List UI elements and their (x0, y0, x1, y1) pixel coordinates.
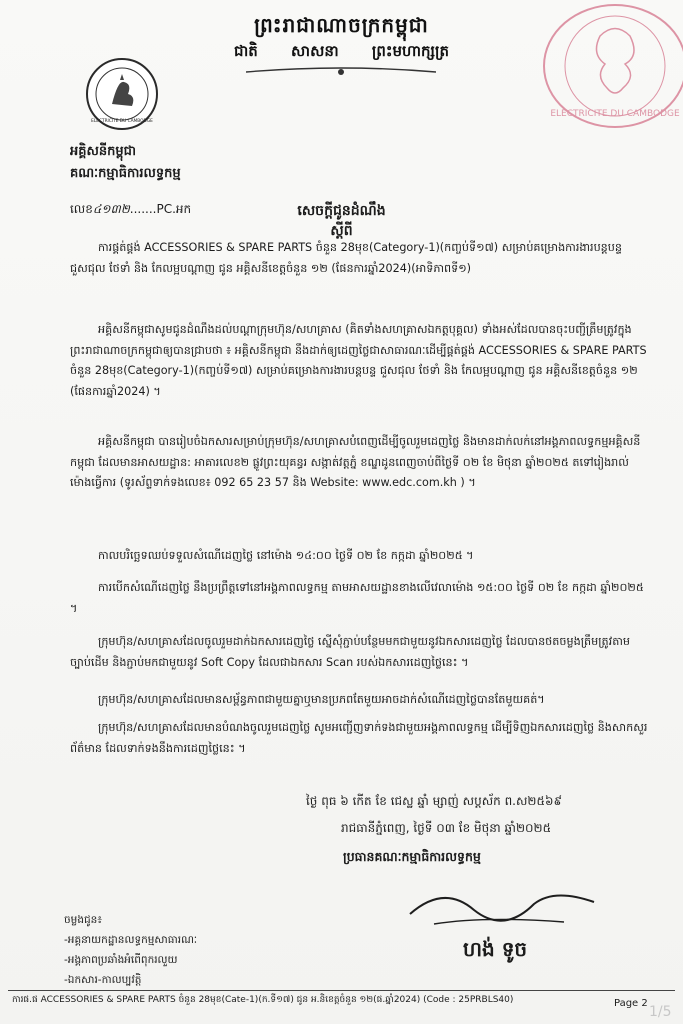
cc-item: -ឯកសារ-កាលប្បវត្តិ (64, 974, 142, 986)
cc-item: -អង្គភាពប្រឆាំងអំពើពុករលួយ (64, 954, 178, 966)
announcement-text: អគ្គិសនីកម្ពុជាសូមជូនដំណឹងដល់បណ្តាក្រុមហ៊ុន/សហគ្រាស (គិតទាំងសហគ្រាសឯកត្តបុគ្គល) ទាំងអស់ដែលបានចុះបញ្ជីត្រឹមត្រូវក្នុងព្រះរាជាណាចក្រកម្ពុជាឲ្យបានជ្រាបថា ៖ អគ្គិសនីកម្ពុជា នឹងដាក់ឲ្យដេញថ្លៃជាសាធារណៈដើម្បីផ្គត់ផ្គង់ ACCESSORIES & SPARE PARTS ចំនួន 28មុខ(Category-1)(កញ្ចប់ទី១៧) សម្រាប់គម្រោងការងារបន្តបន្ទ ជួសជុល ថែទាំ និង កែលម្អបណ្តាញ ជូន អគ្គិសនីខេត្តចំនួន ១២ (ផែនការឆ្នាំ2024) ។ (70, 323, 647, 398)
paragraph-requirements (70, 632, 648, 673)
signer-title: ប្រធានគណៈកម្មាធិការលទ្ធកម្ម (343, 849, 481, 864)
cc-item: -អគ្គនាយកដ្ឋានលទ្ធកម្មសាធារណៈ (64, 934, 198, 946)
kingdom-heading: ព្រះរាជាណាចក្រកម្ពុជា (254, 13, 429, 37)
footer-reference: ការផ.ផ ACCESSORIES & SPARE PARTS ចំនួន 28មុខ(Cate-1)(ក.ទី១៧) ជូន អ.និខេត្តចំនួន ១២(ផ.ឆ្នាំ2024) (Code : 25PRBLS40) (12, 995, 514, 1005)
paragraph-affiliation (70, 690, 648, 711)
paragraph-deadline (70, 546, 648, 567)
page-counter: 1/5 (649, 1004, 672, 1020)
reference-prefix: លេខ (70, 202, 93, 216)
committee-name: គណៈកម្មាធិការលទ្ធកម្ម (70, 166, 181, 181)
affiliation-text: ក្រុមហ៊ុន/សហគ្រាសដែលមានសម្ព័ន្ធភាពជាមួយគ្នាឬមានប្រភពតែមួយអាចដាក់សំណើដេញថ្លៃបានតែមួយគត់។ (98, 693, 545, 706)
header-ornament (246, 66, 436, 78)
company-stamp (543, 4, 683, 128)
opening-text: ការបើកសំណើដេញថ្លៃ នឹងប្រព្រឹត្តទៅនៅអង្គភាពលទ្ធកម្ម តាមអាសយដ្ឋានខាងលើវេលាម៉ោង ១៥:០០ ថ្ងៃទី ០២ ខែ កក្កដា ឆ្នាំ២០២៥ ។ (70, 581, 644, 615)
motto-religion: សាសនា (291, 42, 339, 60)
paragraph-announcement (70, 320, 648, 402)
edc-logo-emblem (88, 60, 156, 128)
paragraph-documents (70, 432, 648, 494)
lunar-date: ថ្ងៃ ពុធ ៦ កើត ខែ ជេស្ឋ ឆ្នាំ ម្សាញ់ សប្តស័ក ព.ស២៥៦៩ (306, 794, 562, 808)
paragraph-opening (70, 578, 648, 619)
contact-text: ក្រុមហ៊ុន/សហគ្រាសដែលមានបំណងចូលរួមដេញថ្លៃ សូមអញ្ជើញទាក់ទងជាមួយអង្គភាពលទ្ធកម្ម ដើម្បីទិញឯកសារដេញថ្លៃ និងសាកសួរព័ត៌មាន ដែលទាក់ទងនឹងការដេញថ្លៃនេះ ។ (70, 721, 648, 755)
notice-subtitle: ស្តីពី (330, 223, 353, 239)
edc-logo (86, 58, 158, 130)
reference-number: លេខ៤១៣២.......PC.អក (70, 202, 192, 216)
notice-subject (70, 238, 648, 279)
logo-text: ELECTRICITE DU CAMBODGE (91, 119, 153, 124)
footer-divider (8, 990, 675, 991)
reference-handwritten: ៤១៣២ (92, 202, 130, 216)
page-number: Page 2 (614, 998, 648, 1009)
paragraph-contact (70, 718, 648, 759)
cc-list (64, 910, 197, 990)
signer-name: ហង់ ទូច (463, 937, 528, 961)
handwritten-signature (404, 874, 604, 944)
organization-name: អគ្គិសនីកម្ពុជា (70, 144, 137, 159)
reference-suffix: PC.អក (156, 202, 192, 216)
motto-nation: ជាតិ (233, 42, 258, 60)
cc-heading: ចម្លងជូន៖ (64, 914, 102, 926)
notice-title: សេចក្តីជូនដំណឹង (297, 203, 386, 219)
subject-text: ការផ្គត់ផ្គង់ ACCESSORIES & SPARE PARTS ចំនួន 28មុខ(Category-1)(កញ្ចប់ទី១៧) សម្រាប់គម្រោងការងារបន្តបន្ទ ជួសជុល ថែទាំ និង កែលម្អបណ្តាញ ជូន អគ្គិសនីខេត្តចំនួន ១២ (ផែនការឆ្នាំ2024)(អាទិភាពទី១) (70, 241, 622, 275)
documents-text: អគ្គិសនីកម្ពុជា បានរៀបចំឯកសារសម្រាប់ក្រុមហ៊ុន/សហគ្រាសបំពេញដើម្បីចូលរួមដេញថ្លៃ និងមានដាក់លក់នៅអង្គភាពលទ្ធកម្មអគ្គិសនីកម្ពុជា ដែលមានអាសយដ្ឋាន: អាគារលេខ២ ផ្លូវព្រះយុគន្ធរ សង្កាត់វត្តភ្នំ ខណ្ឌដូនពេញចាប់ពីថ្ងៃទី ០២ ខែ មិថុនា ឆ្នាំ២០២៥ តទៅរៀងរាល់ម៉ោងធ្វើការ (ទូរស័ព្ទទាក់ទងលេខ៖ 092 65 23 57 និង Website: www.edc.com.kh ) ។ (70, 435, 641, 489)
requirements-text: ក្រុមហ៊ុន/សហគ្រាសដែលចូលរួមដាក់ឯកសារដេញថ្លៃ ស្នើសុំភ្ជាប់បន្ថែមមកជាមួយនូវឯកសារដេញថ្លៃ ដែលបានថតចម្លងត្រឹមត្រូវតាមច្បាប់ដើម និងភ្ជាប់មកជាមួយនូវ Soft Copy ដែលជាឯកសារ Scan របស់ឯកសារដេញថ្លៃនេះ ។ (70, 635, 630, 669)
solar-date: រាជធានីភ្នំពេញ, ថ្ងៃទី ០៣ ខែ មិថុនា ឆ្នាំ២០២៥ (341, 821, 552, 835)
stamp-text: ELECTRICITE DU CAMBODGE (550, 109, 680, 119)
motto-king: ព្រះមហាក្សត្រ (371, 42, 449, 60)
stamp-emblem (545, 6, 683, 126)
deadline-text: កាលបរិច្ឆេទឈប់ទទួលសំណើដេញថ្លៃ នៅម៉ោង ១៤:០០ ថ្ងៃទី ០២ ខែ កក្កដា ឆ្នាំ២០២៥ ។ (98, 549, 474, 562)
